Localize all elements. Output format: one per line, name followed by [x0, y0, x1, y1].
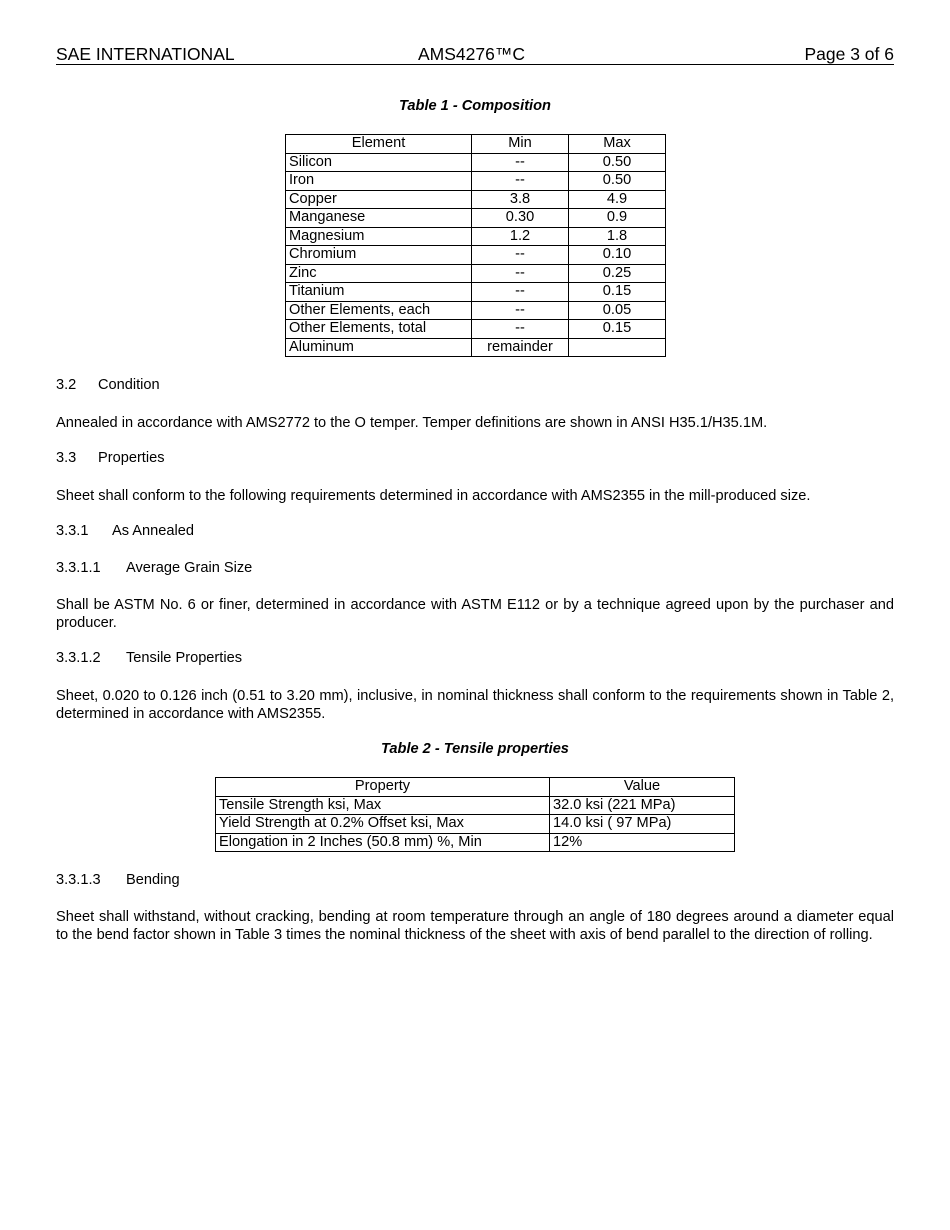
table-header-cell: Max — [569, 135, 666, 154]
table-cell: 0.05 — [569, 301, 666, 320]
section-3-3-1-1-heading — [56, 560, 252, 576]
table-cell: -- — [472, 153, 569, 172]
table1-caption: Table 1 - Composition — [399, 98, 551, 114]
table-cell: 12% — [550, 833, 735, 852]
section-3-2-heading — [56, 377, 160, 393]
table-cell: Silicon — [286, 153, 472, 172]
section-3-2-text: Annealed in accordance with AMS2772 to the O temper. Temper definitions are shown in ANSI H35.1/H35.1M. — [56, 415, 768, 431]
table-cell: -- — [472, 172, 569, 191]
section-title: Properties — [98, 450, 165, 466]
table-header-cell: Element — [286, 135, 472, 154]
table-row — [286, 301, 666, 320]
table-cell: Copper — [286, 190, 472, 209]
table-cell: Elongation in 2 Inches (50.8 mm) %, Min — [216, 833, 550, 852]
section-title: Condition — [98, 377, 160, 393]
section-3-3-1-2-text: Sheet, 0.020 to 0.126 inch (0.51 to 3.20 mm), inclusive, in nominal thickness shall conform to the requirements shown in Table 2, determined in accordance with AMS2355. — [56, 688, 894, 722]
header-page-number: Page 3 of 6 — [804, 44, 894, 64]
table-cell: remainder — [472, 338, 569, 357]
table-cell: 0.50 — [569, 153, 666, 172]
table-row — [286, 190, 666, 209]
section-number: 3.3.1.3 — [56, 872, 101, 888]
table-row — [216, 796, 735, 815]
page-header — [56, 44, 894, 65]
section-3-3-text: Sheet shall conform to the following requirements determined in accordance with AMS2355 in the mill-produced size. — [56, 488, 811, 504]
table-row — [286, 283, 666, 302]
section-3-3-1-2-heading — [56, 650, 242, 666]
table-cell: 0.25 — [569, 264, 666, 283]
table-cell: -- — [472, 246, 569, 265]
table-cell: -- — [472, 264, 569, 283]
section-number: 3.2 — [56, 377, 77, 393]
table-cell: 3.8 — [472, 190, 569, 209]
table-header-cell: Property — [216, 778, 550, 797]
section-title: As Annealed — [112, 523, 194, 539]
composition-table — [285, 134, 666, 357]
table-cell: Other Elements, total — [286, 320, 472, 339]
section-3-3-1-3-text: Sheet shall withstand, without cracking, bending at room temperature through an angle of 180 degrees around a diameter equal to the bend factor shown in Table 3 times the nominal thickness of the sheet with axis of bend parallel to the direction of rolling. — [56, 909, 894, 943]
header-doc-id: AMS4276™C — [418, 44, 525, 64]
table2-caption: Table 2 - Tensile properties — [381, 741, 569, 757]
section-number: 3.3.1.1 — [56, 560, 101, 576]
table-row — [216, 815, 735, 834]
table-cell: Manganese — [286, 209, 472, 228]
table-header-cell: Value — [550, 778, 735, 797]
table-cell: -- — [472, 320, 569, 339]
table-cell: 0.15 — [569, 320, 666, 339]
table-row — [286, 320, 666, 339]
table-cell — [569, 338, 666, 357]
table-cell: Titanium — [286, 283, 472, 302]
table-cell: 14.0 ksi ( 97 MPa) — [550, 815, 735, 834]
section-number: 3.3.1 — [56, 523, 89, 539]
section-3-3-1-1-text: Shall be ASTM No. 6 or finer, determined in accordance with ASTM E112 or by a technique agreed upon by the purchaser and producer. — [56, 597, 894, 631]
section-3-3-1-3-heading — [56, 872, 180, 888]
table-cell: Zinc — [286, 264, 472, 283]
table-row — [286, 338, 666, 357]
table-cell: 1.8 — [569, 227, 666, 246]
section-3-3-heading — [56, 450, 165, 466]
table-cell: Yield Strength at 0.2% Offset ksi, Max — [216, 815, 550, 834]
table-cell: 1.2 — [472, 227, 569, 246]
table-cell: 0.50 — [569, 172, 666, 191]
table-row — [286, 246, 666, 265]
table-cell: 0.15 — [569, 283, 666, 302]
table-cell: Tensile Strength ksi, Max — [216, 796, 550, 815]
table-cell: 0.30 — [472, 209, 569, 228]
table-cell: Other Elements, each — [286, 301, 472, 320]
table-cell: 0.9 — [569, 209, 666, 228]
table-row — [286, 172, 666, 191]
table-cell: Magnesium — [286, 227, 472, 246]
header-org: SAE INTERNATIONAL — [56, 44, 235, 64]
table-row — [286, 209, 666, 228]
table-cell: -- — [472, 283, 569, 302]
table-row — [216, 833, 735, 852]
section-title: Average Grain Size — [126, 560, 253, 576]
section-number: 3.3 — [56, 450, 77, 466]
table-row — [286, 153, 666, 172]
table-cell: 32.0 ksi (221 MPa) — [550, 796, 735, 815]
table-header-cell: Min — [472, 135, 569, 154]
table-header-row — [216, 778, 735, 797]
section-number: 3.3.1.2 — [56, 650, 101, 666]
table-cell: Chromium — [286, 246, 472, 265]
table-header-row — [286, 135, 666, 154]
section-title: Bending — [126, 872, 180, 888]
table-cell: -- — [472, 301, 569, 320]
table-cell: Aluminum — [286, 338, 472, 357]
table-row — [286, 264, 666, 283]
table-cell: Iron — [286, 172, 472, 191]
tensile-properties-table — [215, 777, 735, 852]
table-row — [286, 227, 666, 246]
section-title: Tensile Properties — [126, 650, 242, 666]
section-3-3-1-heading — [56, 523, 194, 539]
table-cell: 4.9 — [569, 190, 666, 209]
table-cell: 0.10 — [569, 246, 666, 265]
